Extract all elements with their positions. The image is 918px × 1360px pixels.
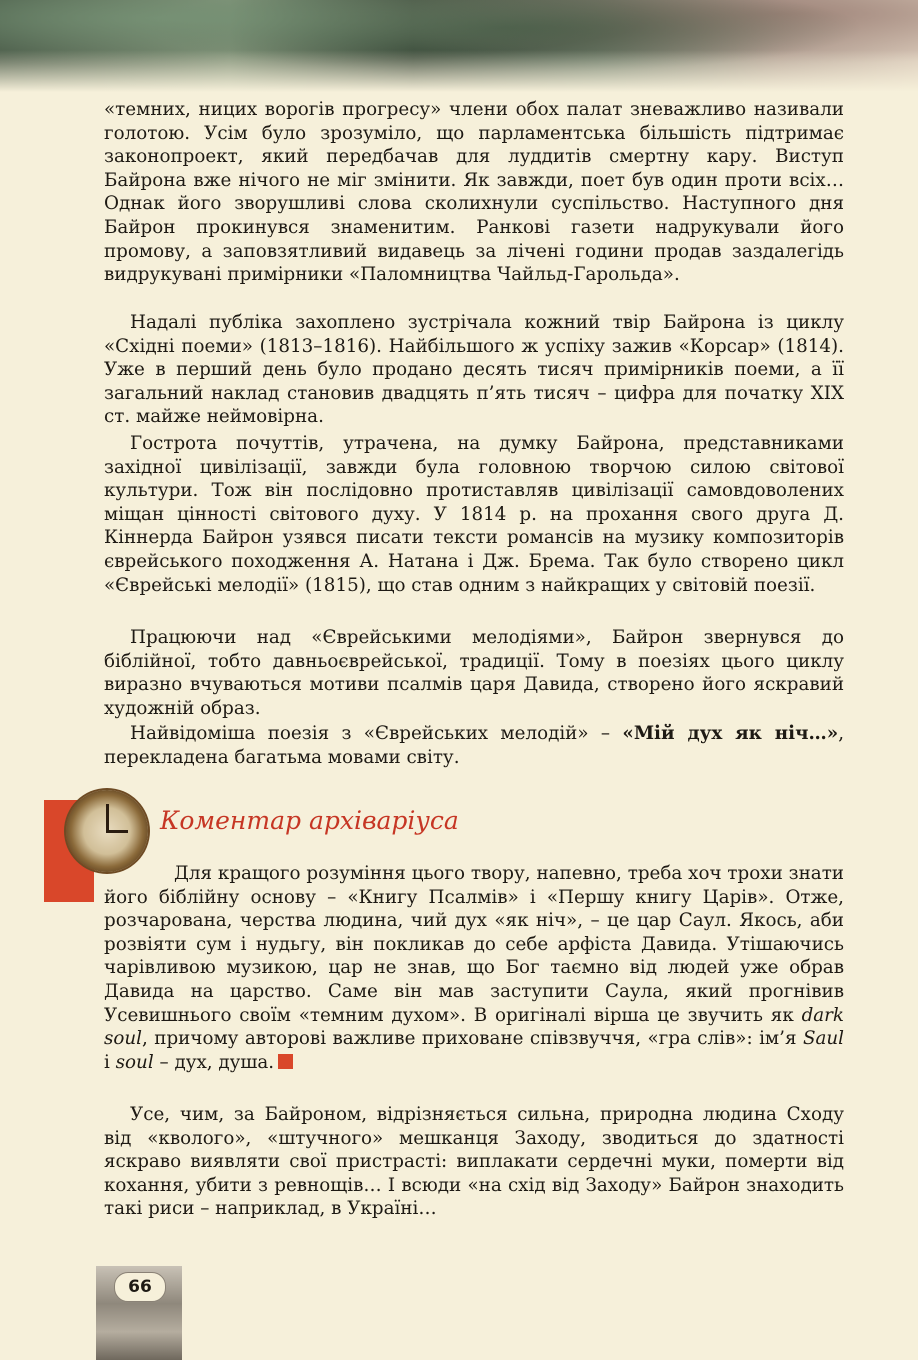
archive-text-end: – дух, душа. [153, 1051, 275, 1073]
paragraph-1: «темних, ницих ворогів прогресу» члени обох палат зневажливо називали голотою. Усім було зрозуміло, що парламентська більшість підтримає законопроект, який передбачав для луддитів смертну кару. Виступ Байрона вже нічого не міг змінити. Як завжди, поет був один проти всіх… Однак його зворушливі слова сколихнули суспільство. Наступного дня Байрон прокинувся знаменитим. Ранкові газети надрукували його промову, а заповзятливий видавець за лічені години продав заздалегідь видрукувані примірники «Паломництва Чайльд-Гарольда». [104, 99, 844, 286]
archive-text-mid: , причому авторові важливе приховане співзвуччя, «гра слів»: ім’я [142, 1028, 803, 1050]
archive-italic-soul: soul [115, 1051, 154, 1073]
archive-italic-dark-soul: dark soul [104, 1004, 844, 1050]
clock-hand-hour [106, 804, 109, 832]
paragraph-4: Працюючи над «Єврейськими мелодіями», Байрон звернувся до біблійної, тобто давньоєврейської, традиції. Тому в поезіях цього циклу виразно вчуваються мотиви псалмів царя Давида, створено його яскравий художній образ. [104, 627, 844, 719]
paragraph-5 [104, 722, 844, 769]
clock-icon [66, 790, 148, 872]
page-number: 66 [114, 1272, 166, 1302]
archive-text-start: Для кращого розуміння цього твору, напевно, треба хоч трохи знати його біблійну основу – «Книгу Псалмів» і «Першу книгу Царів». Отже, розчарована, черства людина, чий дух «як ніч», – це цар Саул. Якось, аби розвіяти сум і нудьгу, він покликав до себе арфіста Давида. Утішаючись чарівливою музикою, цар не знав, що Бог таємно від людей уже обрав Давида на царство. Саме він мав заступити Саула, який прогнівив Усевишнього своїм «темним духом». В оригіналі вірша це звучить як [104, 863, 844, 1026]
p5-start: Найвідоміша поезія з «Єврейських мелодій» – [130, 723, 623, 744]
clock-hand-minute [106, 830, 128, 833]
poem-title: «Мій дух як ніч…» [622, 723, 839, 744]
archive-title: Коментар архіваріуса [160, 806, 459, 835]
archive-text-mid2: і [104, 1051, 116, 1073]
p5-end: , перекладена багатьма мовами світу. [104, 723, 844, 768]
archive-italic-saul: Saul [802, 1028, 844, 1050]
paragraph-2: Надалі публіка захоплено зустрічала кожний твір Байрона із циклу «Східні поеми» (1813–1816). Найбільшого ж успіху зажив «Корсар» (1814). Уже в перший день було продано десять тисяч примірників поеми, а її загальний наклад становив двадцять п’ять тисяч – цифра для початку ХІХ ст. майже неймовірна. [104, 312, 844, 428]
end-square-icon [278, 1054, 293, 1069]
paragraph-3: Гострота почуттів, утрачена, на думку Байрона, представниками західної цивілізації, завжди була головною творчою силою світової культури. Тож він послідовно протиставляв цивілізації самовдоволених міщан цінності світового духу. У 1814 р. на прохання свого друга Д. Кіннерда Байрон узявся писати тексти романсів на музику композиторів єврейського походження А. Натана і Дж. Брема. Так було створено цикл «Єврейські мелодії» (1815), що став одним з найкращих у світовій поезії. [104, 433, 844, 596]
header-illustration [0, 0, 918, 92]
archive-text [104, 862, 844, 1074]
paragraph-6: Усе, чим, за Байроном, відрізняється сильна, природна людина Сходу від «кволого», «штучного» мешканця Заходу, зводиться до здатності яскраво виявляти свої пристрасті: виплакати сердечні муки, померти від кохання, убити з ревнощів… І всюди «на схід від Заходу» Байрон знаходить такі риси – наприклад, в Україні… [104, 1104, 844, 1220]
